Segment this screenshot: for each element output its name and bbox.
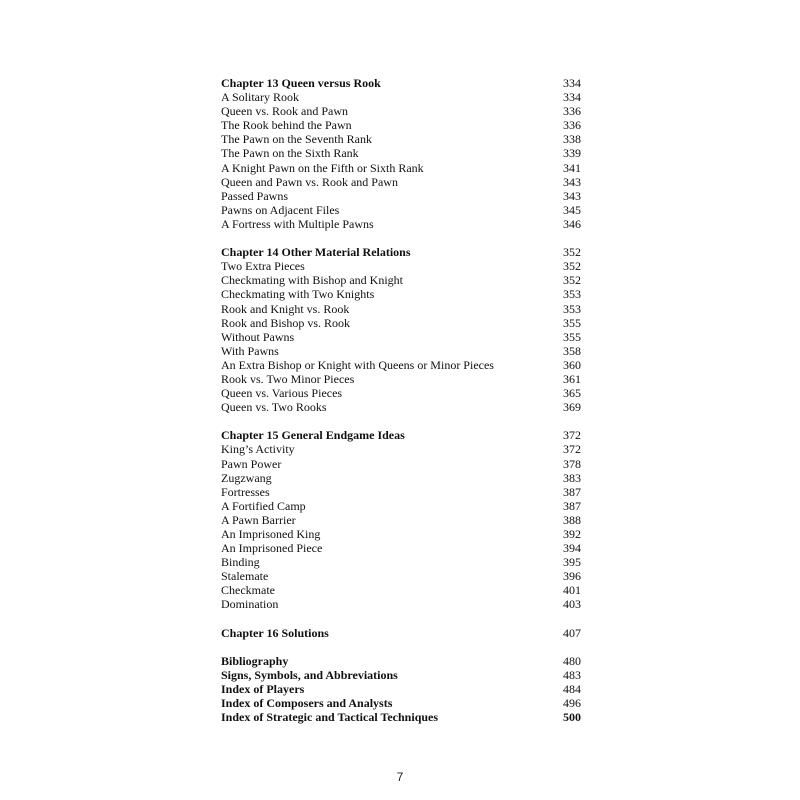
toc-entry-title: Index of Composers and Analysts	[221, 696, 393, 711]
toc-entry-title: Checkmate	[221, 583, 275, 598]
section-spacer	[221, 231, 581, 245]
toc-entry-title: King’s Activity	[221, 442, 295, 457]
toc-entry	[221, 457, 581, 471]
toc-entry-title: Index of Strategic and Tactical Techniques	[221, 710, 439, 725]
toc-entry	[221, 104, 581, 118]
section-spacer	[221, 640, 581, 654]
toc-entry-title: Bibliography	[221, 653, 289, 668]
toc-entry-title: An Imprisoned King	[221, 527, 321, 541]
toc-entry-title: The Rook behind the Pawn	[221, 118, 352, 133]
toc-entry-title: Queen vs. Various Pieces	[221, 386, 343, 401]
toc-entry-page: 369	[563, 400, 581, 415]
toc-entry	[221, 597, 581, 611]
toc-entry	[221, 555, 581, 569]
toc-entry-page: 484	[563, 682, 581, 697]
toc-entry	[221, 330, 581, 344]
toc-entry	[221, 513, 581, 527]
toc-entry-page: 392	[563, 527, 581, 541]
toc-entry	[221, 499, 581, 513]
toc-entry-title: A Solitary Rook	[221, 90, 300, 105]
toc-entry-page: 345	[563, 202, 581, 217]
toc-entry-title: An Extra Bishop or Knight with Queens or Minor Pieces	[221, 357, 494, 372]
toc-entry	[221, 273, 581, 287]
toc-entry-page: 343	[563, 188, 581, 203]
toc-entry-page: 352	[563, 245, 581, 260]
toc-entry-page: 358	[563, 343, 581, 358]
toc-entry	[221, 146, 581, 160]
toc-entry-title: Signs, Symbols, and Abbreviations	[221, 667, 398, 682]
toc-entry	[221, 400, 581, 414]
toc-entry	[221, 442, 581, 456]
toc-entry-page: 353	[563, 287, 581, 302]
toc-entry-title: Chapter 13 Queen versus Rook	[221, 76, 381, 90]
toc-entry	[221, 302, 581, 316]
toc-entry	[221, 189, 581, 203]
toc-entry-title: The Pawn on the Seventh Rank	[221, 132, 372, 147]
toc-entry-title: Chapter 16 Solutions	[221, 625, 329, 640]
toc-entry-title: A Pawn Barrier	[221, 512, 296, 527]
toc-entry	[221, 316, 581, 330]
toc-entry	[221, 358, 581, 372]
toc-entry-page: 372	[563, 428, 581, 443]
toc-entry-page: 341	[563, 160, 581, 175]
section-spacer	[221, 612, 581, 626]
toc-entry-page: 361	[563, 371, 581, 386]
toc-entry	[221, 541, 581, 555]
toc-entry-title: A Knight Pawn on the Fifth or Sixth Rank	[221, 160, 424, 175]
page-number: 7	[396, 770, 404, 784]
toc-entry-page: 338	[563, 132, 581, 147]
toc-entry-title: Fortresses	[221, 484, 270, 499]
toc-entry-title: The Pawn on the Sixth Rank	[221, 146, 359, 161]
toc-entry-page: 401	[563, 583, 581, 598]
toc-entry	[221, 90, 581, 104]
toc-entry-page: 365	[563, 386, 581, 401]
toc-entry-page: 336	[563, 104, 581, 119]
toc-chapter-heading	[221, 76, 581, 90]
toc-entry	[221, 527, 581, 541]
toc-entry-title: Stalemate	[221, 569, 269, 584]
toc-entry-page: 395	[563, 555, 581, 570]
toc-entry-title: Chapter 14 Other Material Relations	[221, 245, 411, 260]
toc-entry-page: 483	[563, 667, 581, 682]
toc-entry	[221, 668, 581, 682]
toc-entry-page: 360	[563, 357, 581, 372]
toc-entry	[221, 161, 581, 175]
toc-entry-title: Passed Pawns	[221, 188, 289, 203]
toc-entry-title: Two Extra Pieces	[221, 259, 305, 274]
toc-entry-page: 355	[563, 315, 581, 330]
toc-entry	[221, 217, 581, 231]
toc-entry-page: 496	[563, 696, 581, 711]
toc-entry	[221, 203, 581, 217]
toc-entry-title: Pawns on Adjacent Files	[221, 202, 340, 217]
toc-chapter-heading	[221, 245, 581, 259]
toc-entry	[221, 569, 581, 583]
toc-entry-page: 394	[563, 541, 581, 556]
toc-entry-title: Binding	[221, 555, 260, 570]
toc-entry-title: A Fortified Camp	[221, 498, 306, 513]
toc-entry-page: 378	[563, 456, 581, 471]
toc-entry	[221, 386, 581, 400]
toc-entry-title: Queen vs. Rook and Pawn	[221, 104, 348, 119]
toc-entry-title: With Pawns	[221, 343, 279, 358]
toc-entry	[221, 259, 581, 273]
toc-entry-page: 336	[563, 118, 581, 133]
toc-entry-page: 396	[563, 569, 581, 584]
toc-entry-page: 353	[563, 301, 581, 316]
toc-chapter-heading	[221, 626, 581, 640]
toc-entry-page: 403	[563, 597, 581, 612]
toc-entry-page: 346	[563, 216, 581, 231]
toc-entry	[221, 344, 581, 358]
toc-entry-page: 388	[563, 512, 581, 527]
toc-entry-page: 387	[563, 484, 581, 499]
toc-entry-title: An Imprisoned Piece	[221, 541, 323, 556]
toc-entry-page: 500	[563, 710, 581, 725]
toc-entry-page: 387	[563, 498, 581, 513]
table-of-contents	[221, 76, 581, 724]
toc-entry-title: A Fortress with Multiple Pawns	[221, 216, 374, 231]
toc-entry-page: 383	[563, 470, 581, 485]
toc-entry-title: Rook vs. Two Minor Pieces	[221, 371, 355, 386]
toc-entry	[221, 654, 581, 668]
section-spacer	[221, 414, 581, 428]
toc-chapter-heading	[221, 428, 581, 442]
toc-entry-title: Queen vs. Two Rooks	[221, 400, 327, 415]
toc-entry	[221, 287, 581, 301]
toc-entry-page: 334	[563, 76, 581, 90]
toc-entry	[221, 682, 581, 696]
toc-entry-title: Checkmating with Two Knights	[221, 287, 375, 302]
toc-entry-page: 339	[563, 146, 581, 161]
toc-entry	[221, 583, 581, 597]
toc-entry-page: 407	[563, 625, 581, 640]
toc-entry-page: 343	[563, 174, 581, 189]
toc-entry-page: 334	[563, 90, 581, 105]
toc-entry-title: Zugzwang	[221, 470, 272, 485]
toc-entry-page: 355	[563, 329, 581, 344]
toc-entry-title: Without Pawns	[221, 329, 295, 344]
toc-entry-page: 352	[563, 259, 581, 274]
toc-entry-title: Domination	[221, 597, 279, 612]
toc-entry	[221, 471, 581, 485]
toc-entry	[221, 485, 581, 499]
toc-entry	[221, 118, 581, 132]
toc-entry	[221, 132, 581, 146]
toc-entry	[221, 372, 581, 386]
toc-entry-title: Rook and Bishop vs. Rook	[221, 315, 351, 330]
toc-entry-page: 480	[563, 653, 581, 668]
toc-entry-title: Chapter 15 General Endgame Ideas	[221, 428, 405, 443]
toc-entry-title: Pawn Power	[221, 456, 282, 471]
toc-entry	[221, 710, 581, 724]
toc-entry-page: 372	[563, 442, 581, 457]
toc-entry-title: Index of Players	[221, 682, 305, 697]
toc-entry-title: Queen and Pawn vs. Rook and Pawn	[221, 174, 398, 189]
toc-entry-page: 352	[563, 273, 581, 288]
toc-entry	[221, 175, 581, 189]
toc-entry-title: Rook and Knight vs. Rook	[221, 301, 350, 316]
toc-entry-title: Checkmating with Bishop and Knight	[221, 273, 403, 288]
toc-entry	[221, 696, 581, 710]
